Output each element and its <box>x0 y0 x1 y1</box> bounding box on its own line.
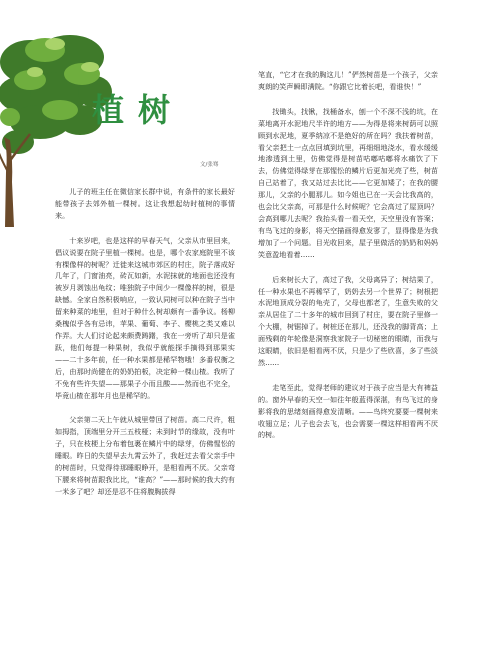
paragraph: 找锄头，找锹，找桶备水，刨一个不深不浅的坑，在菜地离开水泥地尺半许的地方——为得是将来树荫可以照顾到水泥地，夏季纳凉不是绝好的所在吗？我扶着树苗，看父亲把土一点点回填到坑里，再细细地浇水，看水缓缓地渗透到土里，仿佛觉得是树苗咕嘟咕嘟将水痛饮了下去，仿佛觉得绿芽在那惺忪的鳞片后更加光亮了些，树苗自己站着了，我又站过去比比——它更加矮了；在我的腰那儿，父亲的小腿那儿。如今姐也已在一天会比我高的，也会比父亲高，可那是什么时候呢？它会高过了屋顶吗？会高到哪儿去呢？我抬头看一看天空，天空里没有答案；有鸟飞过的身影，将天空描画得愈发寥了，显得像是为我增加了一个问题。目光收回来，屋子里做活的奶奶和妈妈笑意盈地看着…… <box>258 106 438 259</box>
paragraph: 儿子的班主任在微信家长群中说，有条件的家长最好能带孩子去郊外植一棵树。这让我想起幼时植树的事情来。 <box>55 187 235 220</box>
paragraph: 走笔至此，觉得老师的建议对于孩子应当是大有裨益的。窗外早春的天空一如往年般蓝得深湛，有鸟飞过的身影将我的思绪刻画得愈发清晰。——鸟终究要要一棵树来收翅立足；儿子也会去飞，也会需要一棵这样相看两不厌的树。 <box>258 382 438 440</box>
article-title: 植树 <box>92 91 185 129</box>
left-column <box>55 186 235 511</box>
paragraph: 后来树长大了，高过了我，父母离异了；树结果了，任一种水果也不再稀罕了，奶奶去另一个世界了；树根把水泥地顶成分裂的龟壳了，父母也都老了，生意失败的父亲从居住了二十多年的城市回到了村庄，要在院子里修一个大棚，树锯掉了。树桩还在那儿，还没我的脚背高；上面残剩的年轮像是洞察我家院子一切秘密的眼睛，而我与这眼睛，依旧是相看两不厌，只是少了些欣喜，多了些淡然…… <box>258 274 438 367</box>
article-byline: 文/张骞 <box>200 162 219 168</box>
paragraph: 笔直，“它才在我的胸这儿！”俨然树苗是一个孩子，父亲爽朗的笑声瞬即满院。“你跟它比着长吧，看谁快！” <box>258 70 438 91</box>
right-column <box>258 69 438 454</box>
paragraph: 十来岁吧，也是这样的早春天气，父亲从市里回来，倡议说要在院子里植一棵树。也是，哪个农家庭院里不该有棵像样的树呢？迁徙来这城市郊区的村庄，院子落成好几年了，门窗油亮，砖瓦如新，水泥抹就的地面也还没有被岁月剥蚀出龟纹；唯独院子中间少一棵像样的树，很是缺憾。全家自然积极响应，一致认同树可以种在院子当中留来种菜的地里，但对于种什么树却颇有一番争议。杨柳桑槐似乎各有忌讳，苹果、葡萄、李子、樱桃之类又难以作弄。大人们讨论起来颇费踌躇，我在一旁听了却只是雀跃，他们每提一种果树，我似乎就能探手摘得到那果实——二十多年前，任一种水果都是稀罕物哦！多番权衡之后，由那时尚健在的奶奶拍板，决定种一棵山楂。我听了不免有些许失望——那果子小而且酸——然而也不完全，毕竟山楂在那年月也是稀罕的。 <box>55 235 235 400</box>
paragraph: 父亲第二天上午就从城里带回了树苗。高二尺许，粗如拇指，顶端里分开三五枝桠；未到时节的缘故，没有叶子，只在枝梗上分布着包裹在鳞片中的绿芽，仿佛惺忪的睡眼。昨日的失望早去九霄云外了，我赶过去看父亲手中的树苗时，只觉得待那睡眼睁开，是相看两不厌。父亲弯下腰来将树苗跟我比比，“谁高？”——那时候的我大约有一米多了吧？却还是忍不住将腹胸拔得 <box>55 415 235 496</box>
